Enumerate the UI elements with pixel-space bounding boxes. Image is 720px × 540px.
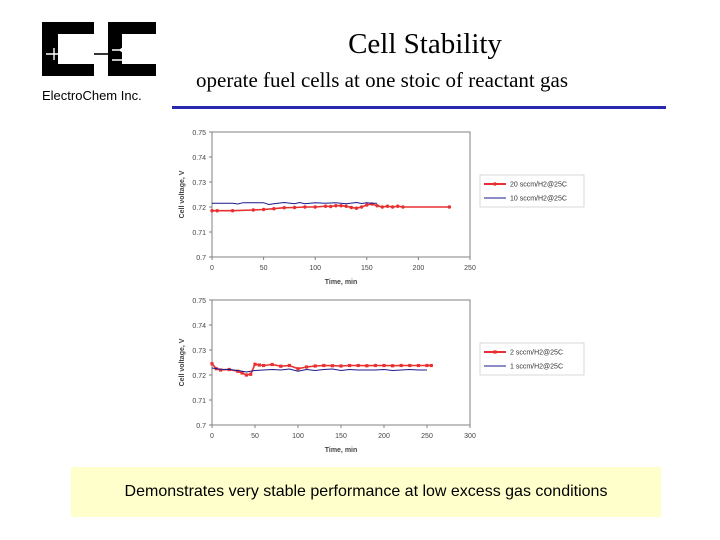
chart-1-series-1-point — [391, 205, 394, 208]
chart-1-series-1-point — [375, 204, 378, 207]
chart-1-series-1-point — [210, 209, 213, 212]
chart-2-series-1-point — [357, 364, 360, 367]
chart-1-xtick-label: 200 — [412, 265, 425, 272]
chart-1-legend-marker — [493, 182, 496, 185]
title-divider — [172, 106, 666, 109]
chart-2-series-1-point — [288, 364, 291, 367]
chart-1 — [168, 124, 600, 294]
chart-1-series-1-point — [448, 205, 451, 208]
caption-text: Demonstrates very stable performance at low excess gas conditions — [124, 483, 608, 500]
chart-2-xtick-label: 0 — [210, 433, 214, 440]
page-title: Cell Stability — [348, 28, 502, 60]
chart-2-xtick-label: 50 — [251, 433, 259, 440]
chart-1-series-1-point — [324, 205, 327, 208]
chart-1-series-1-point — [215, 209, 218, 212]
chart-2-ytick-label: 0.74 — [192, 323, 206, 330]
chart-1-series-1-point — [355, 207, 358, 210]
chart-2-legend-label: 2 sccm/H2@25C — [510, 349, 564, 357]
chart-1-legend-label: 10 sccm/H2@25C — [510, 195, 567, 203]
chart-2-ytick-label: 0.71 — [192, 398, 206, 405]
chart-1-series-1-point — [293, 206, 296, 209]
chart-1-svg — [168, 124, 600, 294]
chart-1-ytick-label: 0.75 — [192, 130, 206, 137]
chart-1-ytick-label: 0.73 — [192, 180, 206, 187]
chart-2-series-1-point — [249, 373, 252, 376]
chart-1-series-1-point — [252, 208, 255, 211]
chart-1-series-1-point — [339, 204, 342, 207]
chart-1-plot-area — [212, 132, 470, 257]
chart-1-series-1-point — [365, 203, 368, 206]
chart-2-x-axis-label: Time, min — [324, 447, 358, 454]
chart-2-xtick-label: 100 — [292, 433, 304, 440]
chart-2-series-1-point — [391, 364, 394, 367]
chart-2-series-1-point — [322, 364, 325, 367]
page-subtitle: operate fuel cells at one stoic of reactant gas — [196, 68, 568, 92]
chart-1-ytick-label: 0.7 — [196, 255, 206, 262]
chart-1-series-1-point — [401, 205, 404, 208]
chart-2-xtick-label: 250 — [421, 433, 433, 440]
chart-1-series-1-point — [334, 204, 337, 207]
chart-1-ytick-label: 0.74 — [192, 155, 206, 162]
chart-2-legend-marker — [493, 350, 496, 353]
chart-2-svg — [168, 292, 600, 462]
chart-1-series-1-point — [329, 205, 332, 208]
chart-1-series-1-point — [396, 205, 399, 208]
chart-2-plot-area — [212, 300, 470, 425]
chart-1-series-1-point — [303, 205, 306, 208]
chart-1-ytick-label: 0.71 — [192, 230, 206, 237]
chart-2-legend-label: 1 sccm/H2@25C — [510, 363, 564, 371]
chart-1-series-1-point — [344, 205, 347, 208]
chart-1-series-1-point — [231, 209, 234, 212]
chart-2-series-1-point — [425, 364, 428, 367]
chart-1-series-1-point — [272, 207, 275, 210]
chart-1-series-1-point — [262, 208, 265, 211]
chart-2-series-1-point — [400, 364, 403, 367]
chart-1-x-axis-label: Time, min — [324, 279, 358, 286]
chart-2-series-1-point — [339, 364, 342, 367]
chart-2-series-1-point — [279, 365, 282, 368]
chart-2-series-1-point — [271, 363, 274, 366]
chart-2-series-1-point — [314, 364, 317, 367]
electrochem-logo — [38, 18, 160, 80]
chart-2-ytick-label: 0.75 — [192, 298, 206, 305]
chart-2-series-1-point — [382, 364, 385, 367]
chart-2-ytick-label: 0.72 — [192, 373, 206, 380]
chart-1-series-1-point — [360, 205, 363, 208]
chart-1-series-1-point — [381, 205, 384, 208]
chart-2-series-1-point — [374, 364, 377, 367]
chart-1-series-1-point — [314, 205, 317, 208]
chart-2-series-1-point — [245, 373, 248, 376]
chart-2-series-1-point — [305, 365, 308, 368]
chart-2-series-1-point — [348, 364, 351, 367]
caption-box — [71, 467, 661, 517]
chart-1-xtick-label: 100 — [309, 265, 322, 272]
chart-2-series-1-point — [408, 364, 411, 367]
chart-1-xtick-label: 50 — [259, 265, 268, 272]
chart-2-series-1-point — [253, 363, 256, 366]
chart-1-series-1-point — [386, 205, 389, 208]
chart-2-series-1-point — [262, 364, 265, 367]
company-name: ElectroChem Inc. — [42, 88, 142, 103]
chart-2-series-1-point — [210, 362, 213, 365]
chart-1-ytick-label: 0.72 — [192, 205, 206, 212]
chart-2-xtick-label: 150 — [335, 433, 347, 440]
chart-1-series-1-point — [350, 206, 353, 209]
chart-2-series-1-point — [296, 367, 299, 370]
chart-2-ytick-label: 0.7 — [196, 423, 206, 430]
chart-2-series-1-point — [430, 364, 433, 367]
chart-2-xtick-label: 300 — [464, 433, 476, 440]
chart-1-series-1-point — [283, 206, 286, 209]
chart-2-xtick-label: 200 — [378, 433, 390, 440]
chart-2-series-1-point — [331, 364, 334, 367]
chart-1-legend-label: 20 sccm/H2@25C — [510, 181, 567, 189]
chart-1-xtick-label: 0 — [210, 265, 214, 272]
chart-1-y-axis-label: Cell voltage, V — [179, 170, 186, 219]
chart-2 — [168, 292, 600, 462]
chart-2-ytick-label: 0.73 — [192, 348, 206, 355]
chart-2-series-1-point — [417, 364, 420, 367]
chart-1-xtick-label: 150 — [360, 265, 373, 272]
chart-1-xtick-label: 250 — [464, 265, 476, 272]
chart-2-y-axis-label: Cell voltage, V — [179, 338, 186, 387]
chart-2-series-1-point — [258, 363, 261, 366]
chart-2-series-1-point — [365, 364, 368, 367]
